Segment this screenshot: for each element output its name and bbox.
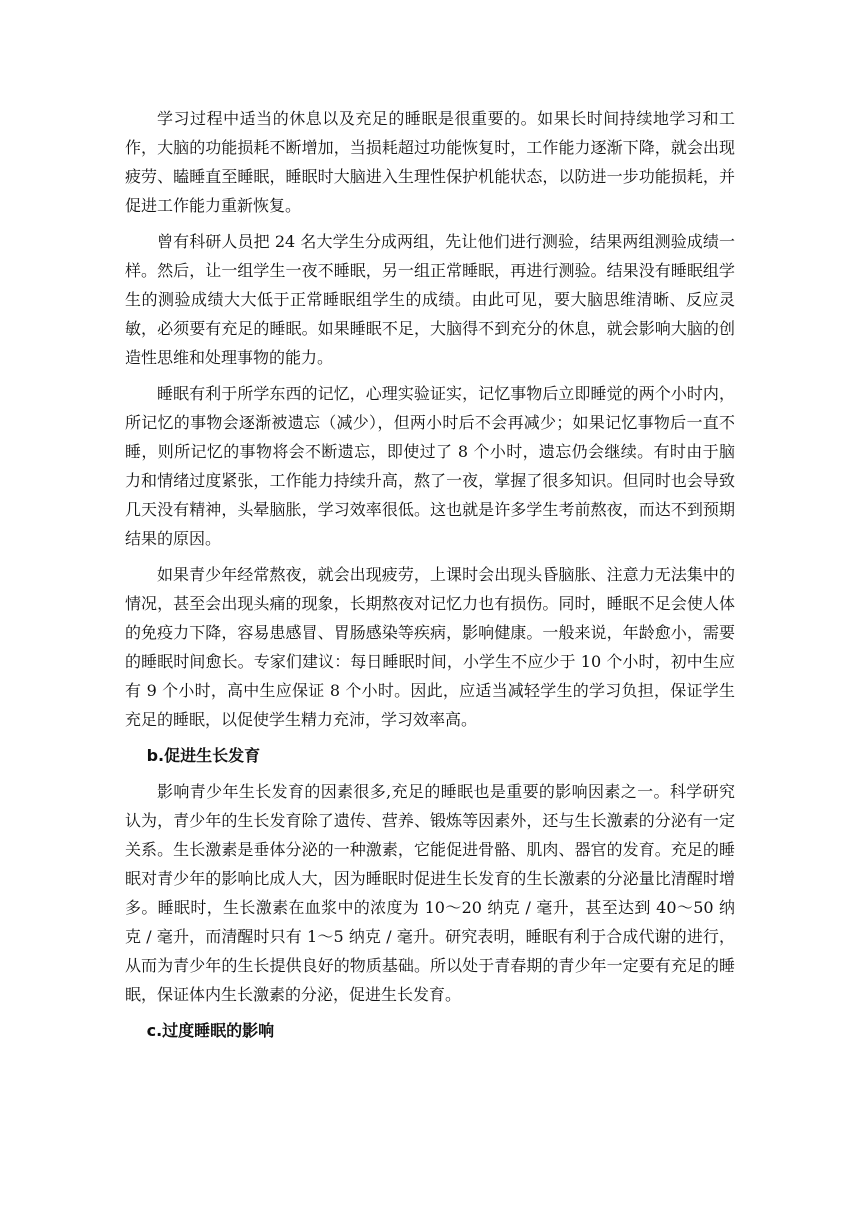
paragraph-experiment: 曾有科研人员把 24 名大学生分成两组，先让他们进行测验，结果两组测验成绩一样。然后，让一组学生一夜不睡眠，另一组正常睡眠，再进行测验。结果没有睡眠组学生的测验成绩大大低于正常睡眠组学生的成绩。由此可见，要大脑思维清晰、反应灵敏，必须要有充足的睡眠。如果睡眠不足，大脑得不到充分的休息，就会影响大脑的创造性思维和处理事物的能力。	[125, 232, 735, 367]
paragraph-staying-up-late: 如果青少年经常熬夜，就会出现疲劳，上课时会出现头昏脑胀、注意力无法集中的情况，甚至会出现头痛的现象，长期熬夜对记忆力也有损伤。同时，睡眠不足会使人体的免疫力下降，容易患感冒、胃肠感染等疾病，影响健康。一般来说，年龄愈小，需要的睡眠时间愈长。专家们建议：每日睡眠时间，小学生不应少于 10 个小时，初中生应有 9 个小时，高中生应保证 8 个小时。因此，应适当减轻学生的学习负担，保证学生充足的睡眠，以促使学生精力充沛，学习效率高。	[125, 565, 735, 729]
paragraph-memory: 睡眠有利于所学东西的记忆，心理实验证实，记忆事物后立即睡觉的两个小时内，所记忆的事物会逐渐被遗忘（减少），但两小时后不会再减少；如果记忆事物后一直不睡，则所记忆的事物将会不断遗忘，即使过了 8 个小时，遗忘仍会继续。有时由于脑力和情绪过度紧张，工作能力持续升高，熬了一夜，掌握了很多知识。但同时也会导致几天没有精神，头晕脑胀，学习效率很低。这也就是许多学生考前熬夜，而达不到预期结果的原因。	[125, 384, 735, 548]
section-heading-b: b.促进生长发育	[146, 746, 261, 765]
section-heading-c: c.过度睡眠的影响	[146, 1021, 275, 1040]
paragraph-growth: 影响青少年生长发育的因素很多,充足的睡眠也是重要的影响因素之一。科学研究认为，青少年的生长发育除了遗传、营养、锻炼等因素外，还与生长激素的分泌有一定关系。生长激素是垂体分泌的一种激素，它能促进骨骼、肌肉、器官的发育。充足的睡眠对青少年的影响比成人大，因为睡眠时促进生长发育的生长激素的分泌量比清醒时增多。睡眠时，生长激素在血浆中的浓度为 10～20 纳克 / 毫升，甚至达到 40～50 纳克 / 毫升，而清醒时只有 1～5 纳克 / 毫升。研究表明，睡眠有利于合成代谢的进行，从而为青少年的生长提供良好的物质基础。所以处于青春期的青少年一定要有充足的睡眠，保证体内生长激素的分泌，促进生长发育。	[125, 782, 735, 1004]
paragraph-rest-and-sleep: 学习过程中适当的休息以及充足的睡眠是很重要的。如果长时间持续地学习和工作，大脑的功能损耗不断增加，当损耗超过功能恢复时，工作能力逐渐下降，就会出现疲劳、瞌睡直至睡眠，睡眠时大脑进入生理性保护机能状态，以防进一步功能损耗，并促进工作能力重新恢复。	[125, 109, 735, 215]
document-body	[125, 104, 735, 1052]
